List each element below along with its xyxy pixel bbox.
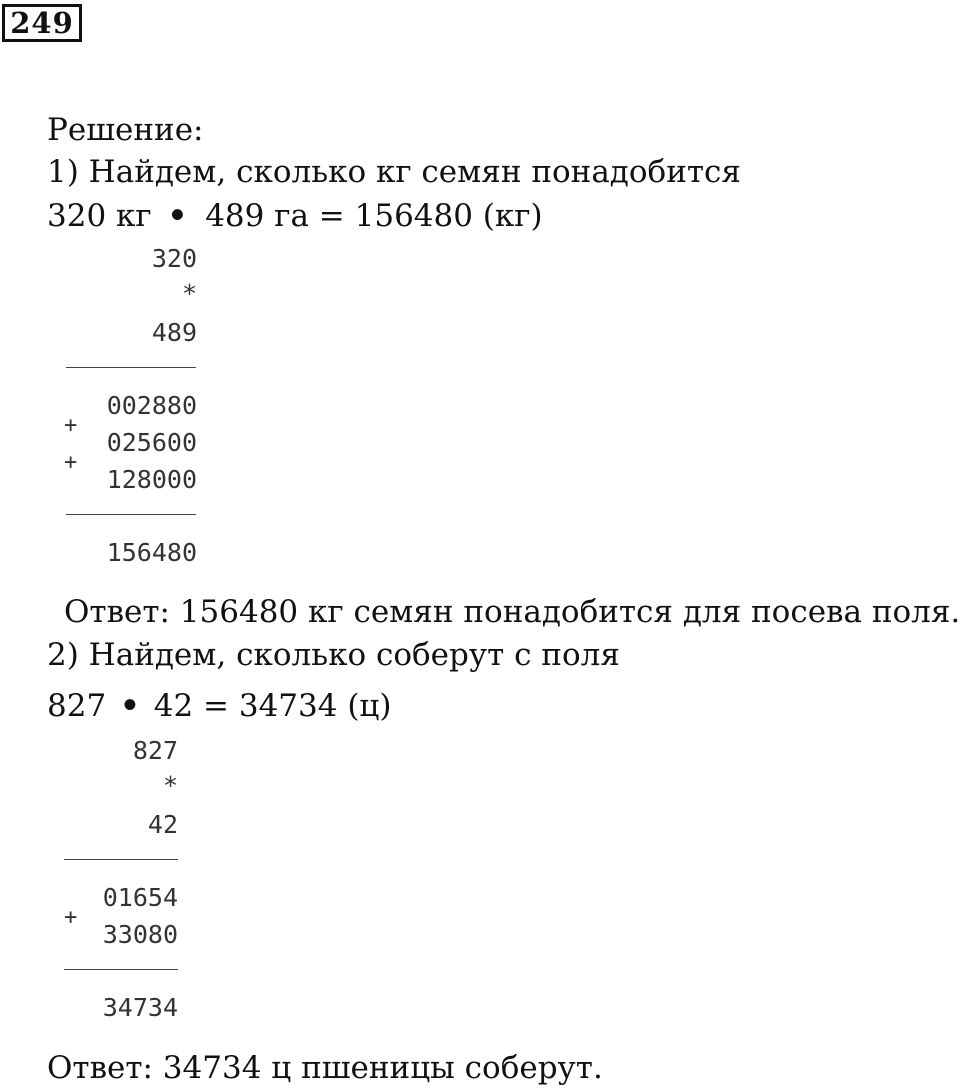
step1-rule-2 [66, 514, 196, 515]
step2-title: 2) Найдем, сколько соберут с поля [47, 637, 620, 673]
step1-equation [47, 196, 543, 236]
step2-multiplier: 42 [147, 810, 178, 839]
step2-plus-1: + [64, 905, 78, 930]
step1-multiplicand: 320 [151, 244, 197, 273]
step2-eq-op: • [120, 688, 140, 724]
step1-plus-1: + [64, 413, 78, 438]
step1-answer: Ответ: 156480 кг семян понадобится для посева поля. [64, 594, 960, 630]
step1-partial-3: 128000 [106, 465, 197, 494]
step2-eq-right: 42 = 34734 (ц) [153, 688, 392, 724]
step2-partial-2: 33080 [102, 920, 178, 949]
step1-sign: * [181, 279, 197, 308]
step1-multiplier: 489 [151, 318, 197, 347]
step1-result: 156480 [106, 538, 197, 567]
step2-rule-1 [64, 859, 178, 860]
step1-rule-1 [66, 367, 196, 368]
step1-partial-2: 025600 [106, 428, 197, 457]
step1-eq-right: 489 га = 156480 (кг) [205, 198, 543, 234]
step1-plus-2: + [64, 450, 78, 475]
step2-equation [47, 686, 391, 726]
solution-heading: Решение: [47, 112, 204, 148]
step2-sign: * [162, 771, 178, 800]
step1-title: 1) Найдем, сколько кг семян понадобится [47, 154, 741, 190]
step1-eq-left: 320 кг [47, 198, 152, 234]
step2-partial-1: 01654 [102, 883, 178, 912]
step2-answer: Ответ: 34734 ц пшеницы соберут. [47, 1050, 603, 1086]
step2-rule-2 [64, 969, 178, 970]
step2-result: 34734 [102, 993, 178, 1022]
step2-eq-left: 827 [47, 688, 107, 724]
step1-partial-1: 002880 [106, 391, 197, 420]
task-number: 249 [2, 4, 82, 42]
step2-multiplicand: 827 [132, 736, 178, 765]
step1-eq-op: • [167, 198, 188, 234]
